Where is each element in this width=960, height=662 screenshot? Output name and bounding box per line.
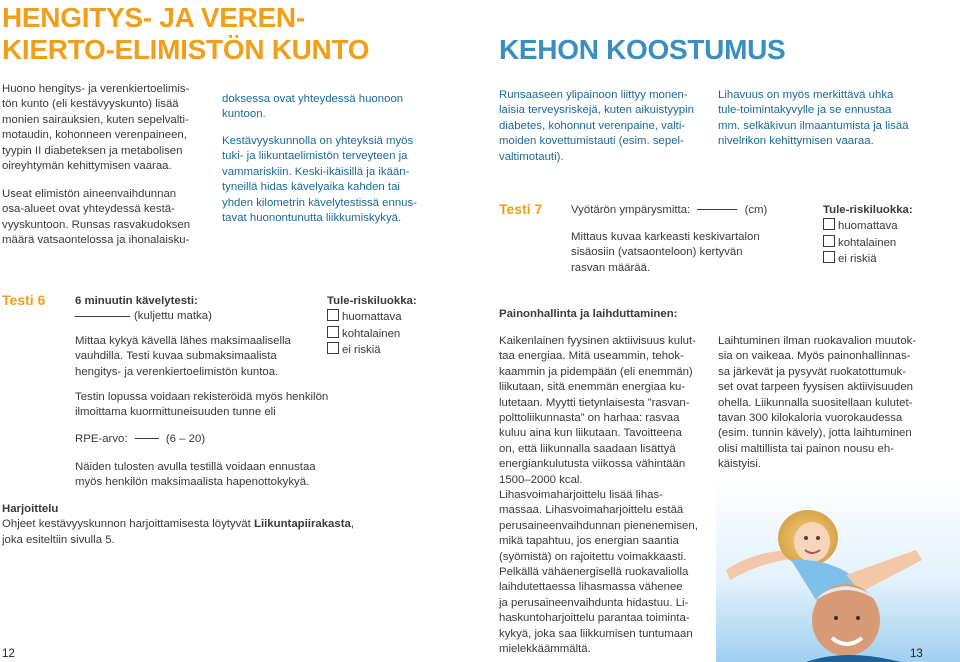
text-line: kuluu aina kun liikutaan. Tavoitteena (499, 427, 682, 440)
risk-option (327, 326, 467, 342)
test6-label: Testi 6 (2, 292, 46, 308)
page-number-left: 12 (2, 648, 15, 660)
test7-risk (823, 203, 958, 268)
test6-distance-row (75, 309, 325, 324)
col1-para1 (2, 82, 212, 174)
weight-para2 (499, 488, 709, 657)
right-page-heading: KEHON KOOSTUMUS (499, 34, 786, 65)
text-line: Laihtuminen ilman ruokavalion muutok- (718, 335, 917, 347)
text-line: Pelkällä vähäenergisellä ruokavaliolla (499, 566, 689, 579)
text-line: nivelrikon kehittymisen vaaraa. (718, 135, 874, 148)
risk-option (823, 251, 958, 267)
col3-para1 (499, 88, 709, 165)
option-label: ei riskiä (838, 253, 877, 266)
text-line: (esim. tunnin kävely), jotta laihtuminen (718, 427, 912, 440)
distance-input-line[interactable] (75, 316, 130, 317)
page-number-right: 13 (910, 648, 923, 660)
test6-result (75, 460, 375, 491)
option-label: huomattava (342, 311, 402, 324)
text-line: laisia terveysriskejä, kuten aikuistyypin (499, 104, 694, 117)
text-line: rasvan määrää. (571, 261, 651, 274)
text-line: hengitys- ja verenkiertoelimistön kuntoa. (75, 365, 279, 378)
test7-unit: (cm) (744, 204, 768, 216)
text-line: polttoliikunnasta” on harhaa: rasvaa (499, 412, 680, 425)
test6-desc (75, 334, 335, 380)
text-line: kykyä, joka saa liikkumisen tuntumaan (499, 627, 693, 640)
text-line: olisi maltillista tai painon nousu eh- (718, 442, 895, 455)
test7-measure-row (571, 203, 767, 218)
text-line: doksessa ovat yhteydessä huonoon (222, 93, 404, 105)
text-line: Kaikenlainen fyysinen aktiivisuus kulut- (499, 335, 696, 347)
text-line: kuntoon. (222, 108, 266, 121)
option-label: ei riskiä (342, 344, 381, 357)
option-label: huomattava (838, 220, 898, 233)
test6-rpe-row (75, 432, 205, 447)
text-line: on, että liikunnalla saadaan lisättyä (499, 442, 676, 455)
checkbox[interactable] (823, 235, 835, 247)
text-line: oireyhtymän kehittymisen vaaraa. (2, 160, 172, 173)
test6-header (75, 294, 325, 325)
text-line: massaa. Lihasvoimaharjoittelu estää (499, 504, 684, 517)
text-line: Näiden tulosten avulla testillä voidaan ennustaa (75, 461, 316, 473)
text-line: ilmoittama kuormittuneisuuden tunne eli (75, 406, 276, 419)
text-line: Mittaa kykyä kävellä lähes maksimaalisella (75, 335, 291, 347)
training-line-2: joka esiteltiin sivulla 5. (2, 533, 115, 546)
text-line: mielekkäämmältä. (499, 643, 591, 656)
heading-line-2: KIERTO-ELIMISTÖN KUNTO (2, 34, 370, 65)
test7-label: Testi 7 (499, 201, 543, 217)
text-line: haskuntoharjoittelu parantaa toiminta- (499, 612, 690, 625)
test6-title: 6 minuutin kävelytesti: (75, 295, 198, 307)
text-line: tyypin II diabeteksen ja metabolisen (2, 144, 183, 157)
text-line: Runsaaseen ylipainoon liittyy monen- (499, 89, 688, 101)
text-line: sia on vaikeaa. Myös painonhallinnas- (718, 350, 911, 363)
text-line: laihdutettaessa lihasmassa vähenee (499, 581, 683, 594)
text-line: Lihasvoimaharjoittelu lisää lihas- (499, 489, 663, 501)
text-line: mikä tapahtuu, jos energian saantia (499, 535, 679, 548)
text-line: moiden kovettumistauti (esim. sepel- (499, 135, 684, 148)
option-label: kohtalainen (342, 327, 401, 340)
training-line-1 (2, 517, 422, 532)
text-line: sisäosiin (vatsaonteloon) kertyvän (571, 246, 743, 259)
col2-para1 (222, 92, 442, 123)
text-line: vyyskuntoon. Runsas rasvakudoksen (2, 218, 191, 231)
training-text-end: , (350, 518, 355, 531)
weight-para3 (718, 334, 958, 473)
col2-para2 (222, 134, 442, 226)
text-line: monien sairauksien, kuten sepelvalti- (2, 113, 189, 126)
left-page-heading (2, 2, 369, 66)
text-line: Kestävyyskunnolla on yhteyksiä myös (222, 135, 414, 147)
option-label: kohtalainen (838, 236, 897, 249)
text-line: perusaineenvaihdunnan pienenemisen, (499, 519, 698, 532)
text-line: lutetaan. Myytti tietynlaisesta ”rasvan- (499, 396, 690, 409)
test7-desc (571, 230, 801, 276)
text-line: tavat huonontunutta liikkumiskykyä. (222, 212, 402, 225)
text-line: ja perusaineenvaihdunta hidastuu. Li- (499, 596, 689, 609)
test7-measure-label: Vyötärön ympärysmitta: (571, 204, 691, 216)
text-line: 1500–2000 kcal. (499, 473, 583, 486)
distance-unit: (kuljettu matka) (134, 310, 212, 323)
text-line: tyneillä hidas kävelyaika kahden tai (222, 181, 400, 194)
text-line: vauhdilla. Testi kuvaa submaksimaalista (75, 350, 277, 363)
weight-title: Painonhallinta ja laihduttaminen: (499, 308, 678, 320)
training-title: Harjoittelu (2, 503, 59, 515)
text-line: Lihavuus on myös merkittävä uhka (718, 89, 894, 101)
rpe-range: (6 – 20) (165, 433, 206, 445)
text-line: Mittaus kuvaa karkeasti keskivartalon (571, 231, 760, 243)
family-photo (716, 480, 960, 662)
rpe-input-line[interactable] (135, 438, 159, 439)
test6-risk (327, 294, 467, 359)
risk-option (823, 218, 958, 234)
text-line: diabetes, kohonnut verenpaine, valti- (499, 119, 686, 132)
checkbox[interactable] (327, 309, 339, 321)
text-line: tön kunto (eli kestävyyskunto) lisää (2, 98, 179, 111)
text-line: Testin lopussa voidaan rekisteröidä myös henkilön (75, 391, 329, 403)
text-line: tuki- ja liikuntaelimistön terveyteen ja (222, 150, 408, 163)
text-line: energiankulutusta viikossa vähintään (499, 458, 686, 471)
text-line: taa energiaa. Mitä useammin, tehok- (499, 350, 684, 363)
text-line: (syömistä) on rajoitettu voimakkaasti. (499, 550, 687, 563)
text-line: osa-alueet ovat yhteydessä kestä- (2, 203, 175, 216)
text-line: Huono hengitys- ja verenkiertoelimis- (2, 83, 190, 95)
waist-input-line[interactable] (697, 209, 737, 210)
text-line: ohella. Liikunnalla suositellaan kulutet- (718, 396, 913, 409)
text-line: kaammin ja pidempään (eli enemmän) (499, 365, 693, 378)
text-line: sa järkevät ja pysyvät ruokatottumuk- (718, 365, 907, 378)
col1-para2 (2, 187, 212, 249)
text-line: tavan 300 kilokaloria vuorokaudessa (718, 412, 903, 425)
text-line: tule-toimintakyvylle ja se ennustaa (718, 104, 892, 117)
test6-end (75, 390, 375, 421)
training-text: Ohjeet kestävyyskunnon harjoittamisesta löytyvät (2, 518, 251, 531)
training-section (2, 502, 422, 548)
text-line: yhden kilometrin kävelytestissä ennus- (222, 196, 417, 209)
risk-option (823, 235, 958, 251)
liikuntapiirakka-link[interactable]: Liikuntapiirakasta (254, 518, 351, 531)
checkbox[interactable] (823, 251, 835, 263)
text-line: set ovat tarpeen fyysisen aktiivisuuden (718, 381, 914, 394)
heading-line-1: HENGITYS- JA VEREN- (2, 2, 305, 33)
text-line: liikutaan, sitä enemmän energiaa ku- (499, 381, 686, 394)
test7-risk-title: Tule-riskiluokka: (823, 204, 913, 216)
risk-option (327, 309, 467, 325)
text-line: käistyisi. (718, 458, 762, 471)
photo-illustration (716, 480, 960, 662)
col4-para1 (718, 88, 958, 150)
text-line: valtimotauti). (499, 150, 564, 163)
weight-para1 (499, 334, 709, 488)
text-line: Useat elimistön aineenvaihdunnan (2, 188, 177, 200)
text-line: myös henkilön maksimaalista hapenottokykyä. (75, 476, 310, 489)
text-line: motaudin, kohonneen verenpaineen, (2, 129, 187, 142)
risk-option (327, 342, 467, 358)
checkbox[interactable] (823, 218, 835, 230)
text-line: määrä vatsaontelossa ja ihonalaisku- (2, 234, 190, 247)
text-line: mm. selkäkivun ilmaantumista ja lisää (718, 119, 909, 132)
text-line: vammariskiin. Keski-ikäisillä ja ikään- (222, 165, 410, 178)
test6-risk-title: Tule-riskiluokka: (327, 295, 417, 307)
rpe-label: RPE-arvo: (75, 433, 128, 445)
